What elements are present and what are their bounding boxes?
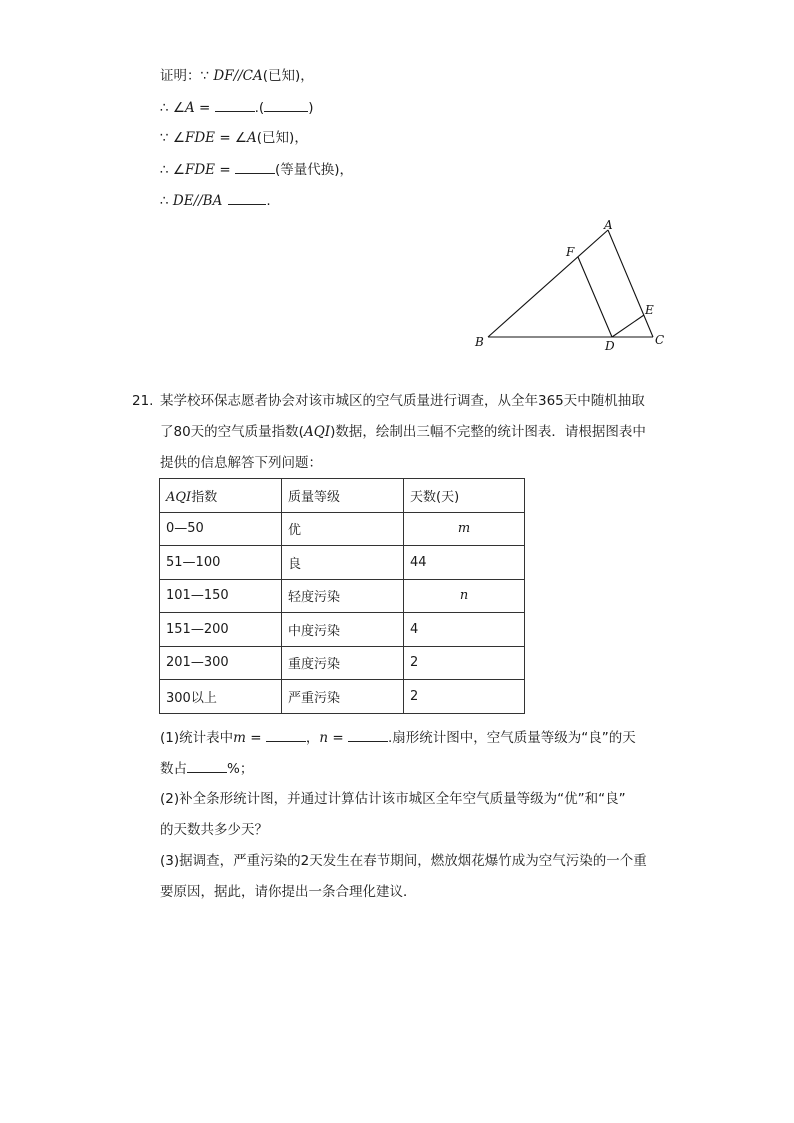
proof-text: (已知)，	[256, 130, 308, 146]
math-expression: n	[319, 730, 329, 746]
level-cell: 中度污染	[282, 613, 404, 647]
question-text: %；	[227, 761, 254, 777]
part1-line	[160, 727, 636, 748]
math-expression: DE//BA	[172, 193, 223, 209]
question-text: ，	[305, 730, 320, 746]
days-cell: 2	[404, 680, 525, 714]
part3-line: 要原因，据此，请你提出一条合理化建议．	[160, 884, 417, 900]
header-text: 指数	[191, 489, 218, 505]
range-cell: 201—300	[160, 646, 282, 680]
level-cell: 重度污染	[282, 646, 404, 680]
label-f: F	[566, 245, 575, 259]
proof-text: )	[308, 100, 314, 116]
table-row	[160, 680, 525, 714]
question-text: (1)统计表中	[160, 730, 234, 746]
proof-text: .	[266, 193, 271, 209]
level-cell: 优	[282, 512, 404, 546]
triangle-figure	[470, 215, 675, 355]
math-expression: FDE	[184, 130, 216, 146]
proof-line-1	[160, 66, 314, 86]
proof-text: (已知)，	[262, 68, 314, 84]
math-expression: DF//CA	[213, 68, 263, 84]
segment-ac	[608, 230, 653, 337]
label-d: D	[605, 339, 615, 353]
days-cell: m	[404, 512, 525, 546]
math-expression: A	[247, 130, 257, 146]
table-header-row	[160, 479, 525, 513]
proof-text: 证明：∵	[160, 68, 214, 84]
table-row	[160, 512, 525, 546]
proof-text: ∵ ∠	[160, 130, 185, 146]
answer-blank-n[interactable]	[348, 727, 388, 742]
range-cell: 0—50	[160, 512, 282, 546]
part2-line: 的天数共多少天？	[160, 822, 268, 838]
segment-fd	[578, 257, 612, 337]
answer-blank[interactable]	[235, 159, 275, 174]
math-expression: FDE	[184, 162, 216, 178]
proof-text: (等量代换)，	[274, 162, 353, 178]
proof-line-3	[160, 128, 308, 148]
answer-blank[interactable]	[215, 97, 255, 112]
part1-line	[160, 758, 253, 779]
proof-line-4	[160, 159, 353, 180]
question-intro-line	[160, 422, 646, 442]
part3-line: (3)据调查，严重污染的2天发生在春节期间，燃放烟花爆竹成为空气污染的一个重	[160, 853, 647, 869]
aqi-table	[159, 478, 525, 714]
days-cell: n	[404, 579, 525, 613]
level-cell: 严重污染	[282, 680, 404, 714]
proof-text: ∴	[160, 193, 173, 209]
table-row	[160, 579, 525, 613]
days-cell: 4	[404, 613, 525, 647]
question-text: =	[245, 730, 266, 746]
question-intro-line: 提供的信息解答下列问题：	[160, 455, 322, 471]
level-cell: 良	[282, 546, 404, 580]
range-cell: 151—200	[160, 613, 282, 647]
proof-line-2	[160, 97, 313, 118]
proof-text: ∴ ∠	[160, 162, 185, 178]
answer-blank-m[interactable]	[266, 727, 306, 742]
answer-blank[interactable]	[228, 190, 266, 205]
answer-blank[interactable]	[264, 97, 308, 112]
days-cell: 2	[404, 646, 525, 680]
math-expression: AQI	[166, 489, 192, 505]
segment-ba	[488, 230, 608, 337]
proof-text: .(	[254, 100, 265, 116]
table-row	[160, 646, 525, 680]
header-cell: 天数(天)	[404, 479, 525, 513]
proof-line-5	[160, 190, 271, 211]
label-a: A	[604, 218, 613, 232]
label-e: E	[645, 303, 654, 317]
days-cell: 44	[404, 546, 525, 580]
answer-blank-percent[interactable]	[187, 758, 227, 773]
segment-de	[612, 315, 644, 337]
question-text: .扇形统计图中，空气质量等级为“良”的天	[387, 730, 636, 746]
range-cell: 101—150	[160, 579, 282, 613]
question-text: =	[328, 730, 348, 746]
range-cell: 300以上	[160, 680, 282, 714]
proof-text: = ∠	[215, 130, 248, 146]
label-c: C	[655, 333, 665, 347]
proof-text: =	[194, 100, 215, 116]
label-b: B	[475, 335, 484, 349]
table-row	[160, 546, 525, 580]
question-text: )数据，绘制出三幅不完整的统计图表．请根据图表中	[330, 424, 646, 440]
header-cell	[160, 479, 282, 513]
question-text: 数占	[160, 761, 187, 777]
math-expression: A	[184, 100, 195, 116]
question-text: 了80天的空气质量指数(	[160, 424, 304, 440]
proof-text: =	[215, 162, 235, 178]
question-intro-line: 某学校环保志愿者协会对该市城区的空气质量进行调查，从全年365天中随机抽取	[160, 393, 645, 409]
proof-text: ∴ ∠	[160, 100, 185, 116]
level-cell: 轻度污染	[282, 579, 404, 613]
question-number: 21.	[132, 393, 154, 409]
math-expression: AQI	[303, 424, 331, 440]
part2-line: (2)补全条形统计图，并通过计算估计该市城区全年空气质量等级为“优”和“良”	[160, 791, 626, 807]
header-cell: 质量等级	[282, 479, 404, 513]
range-cell: 51—100	[160, 546, 282, 580]
table-row	[160, 613, 525, 647]
math-expression: m	[233, 730, 246, 746]
